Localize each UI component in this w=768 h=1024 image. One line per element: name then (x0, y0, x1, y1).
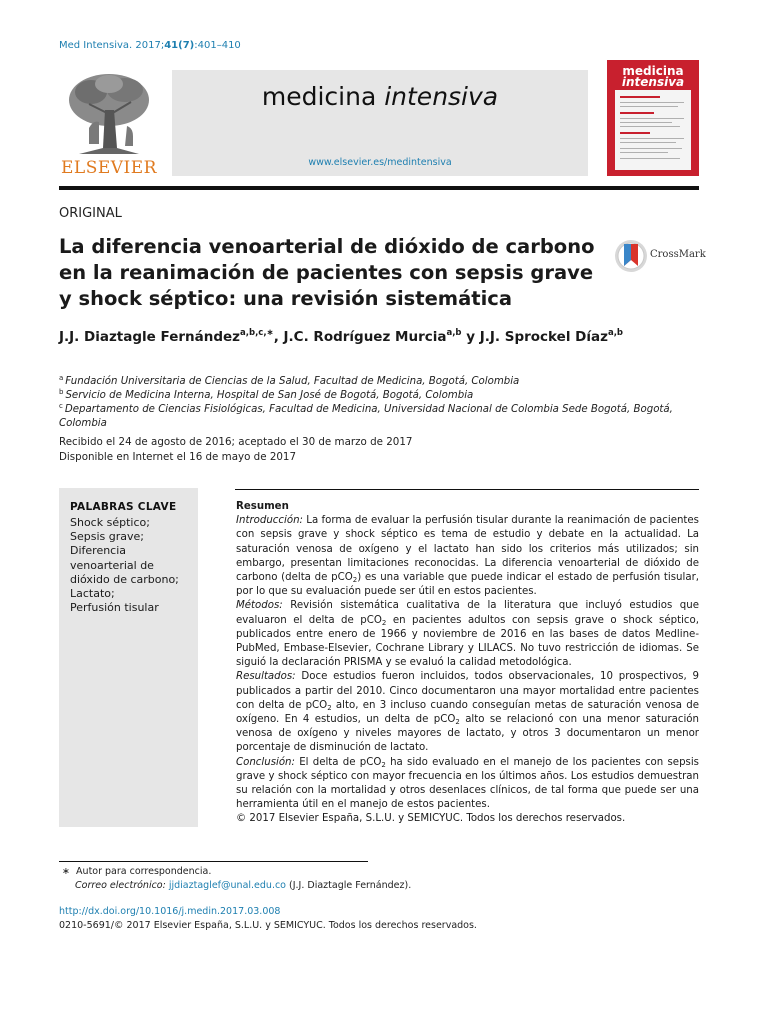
corresponding-text: Autor para correspondencia. (76, 866, 212, 877)
affiliation-list (59, 375, 709, 431)
footnote-rule (59, 861, 368, 862)
elsevier-wordmark: ELSEVIER (61, 158, 157, 178)
conclusion-label: Conclusión: (236, 756, 295, 768)
methods-label: Métodos: (236, 600, 283, 612)
article-title: La diferencia venoarterial de dióxido de carbono en la reanimación de pacientes con sepsis grave y shock séptico: una revisión sistemática (59, 235, 595, 310)
corresponding-mark: ∗ (62, 866, 70, 877)
affiliation-mark: c (59, 402, 63, 410)
affiliation-text: Departamento de Ciencias Fisiológicas, Facultad de Medicina, Universidad Nacional de Colombia Sede Bogotá, Bogotá, Colombia (59, 404, 673, 429)
cover-title-1: medicina (622, 64, 684, 78)
intro-label: Introducción: (236, 515, 303, 527)
email-link[interactable]: jjdiaztaglef@unal.edu.co (168, 880, 286, 891)
author-affiliation-marks: a,b (446, 328, 462, 338)
results-text-end: alto se relacionó con una menor saturación venosa de oxígeno y niveles mayores de lactato, y otros 3 documentaron un menor porcentaje de disminución de lactato. (236, 714, 699, 754)
elsevier-tree-icon (59, 70, 159, 156)
subscript-2: 2 (327, 703, 332, 712)
keyword-item: Lactato; (70, 587, 115, 601)
author-affiliation-marks: a,b (607, 328, 624, 338)
keywords-heading: PALABRAS CLAVE (70, 501, 177, 513)
cover-title-2: intensiva (621, 75, 685, 89)
author-affiliation-marks: a,b,c,∗ (240, 328, 274, 338)
keyword-item: Perfusión tisular (70, 601, 159, 615)
citation-issue: (7) (178, 40, 195, 51)
corresponding-line (59, 865, 411, 879)
author-list (59, 329, 623, 345)
citation-volume: 41 (164, 40, 179, 51)
subscript-2: 2 (352, 576, 358, 585)
keywords-list (70, 516, 195, 615)
keyword-item: Shock séptico; (70, 516, 150, 529)
subscript-2: 2 (455, 718, 460, 727)
abstract-methods (236, 599, 699, 670)
author-separator: y (461, 329, 480, 345)
results-label: Resultados: (236, 671, 296, 683)
crossmark-badge[interactable] (614, 238, 704, 274)
corresponding-author-footnote (59, 865, 411, 893)
abstract-results (236, 670, 699, 755)
citation-journal: Med Intensiva. 2017; (59, 40, 165, 51)
received-accepted-date: Recibido el 24 de agosto de 2016; aceptado el 30 de marzo de 2017 (59, 436, 413, 448)
results-text-cont: alto, en 3 incluso cuando conseguían metas de saturación venosa de oxígeno. En 4 estudios, un delta de pCO (236, 699, 699, 726)
affiliation-item (59, 375, 709, 389)
article-type-label: ORIGINAL (59, 206, 122, 221)
issn-copyright: 0210-5691/© 2017 Elsevier España, S.L.U. y SEMICYUC. Todos los derechos reservados. (59, 920, 477, 931)
email-owner: (J.J. Diaztagle Fernández). (289, 880, 412, 891)
header-rule (59, 186, 699, 190)
subscript-2: 2 (381, 760, 386, 769)
affiliation-mark: a (59, 374, 64, 382)
author-name[interactable]: J.J. Diaztagle Fernández (59, 329, 241, 345)
crossmark-icon (614, 238, 648, 274)
journal-name-part1: medicina (261, 82, 377, 111)
abstract-copyright: © 2017 Elsevier España, S.L.U. y SEMICYUC. Todos los derechos reservados. (236, 813, 626, 825)
email-line (59, 879, 411, 893)
abstract (236, 500, 699, 827)
conclusion-text: El delta de pCO (294, 756, 382, 768)
affiliation-item (59, 389, 709, 403)
methods-text-cont: en pacientes adultos con sepsis grave o shock séptico, publicados entre enero de 1966 y noviembre de 2016 en las bases de datos Medline-PubMed, Embase-Elsevier, Cochrane Library y LILACS. No tuvo restricción de idiomas. Se siguió la declaración PRISMA y se evaluó la calidad metodológica. (236, 614, 699, 669)
abstract-heading: Resumen (236, 501, 289, 512)
abstract-rule (235, 489, 699, 490)
journal-url-link[interactable]: www.elsevier.es/medintensiva (308, 157, 452, 168)
keyword-item: Sepsis grave; (70, 530, 144, 544)
affiliation-text: Fundación Universitaria de Ciencias de la Salud, Facultad de Medicina, Bogotá, Colombia (65, 376, 520, 387)
citation-pages: :401–410 (194, 40, 241, 51)
affiliation-mark: b (59, 388, 64, 396)
intro-text-cont: ) es una variable que puede indicar el estado de perfusión tisular, por lo que su evaluación puede ser útil en estos pacientes. (236, 572, 700, 598)
keyword-item: Diferencia venoarterial de dióxido de carbono; (70, 544, 179, 586)
email-label: Correo electrónico: (75, 880, 166, 891)
crossmark-label: CrossMark (650, 249, 706, 260)
author-separator: , (273, 329, 284, 345)
cover-contents-page (615, 90, 691, 170)
journal-citation[interactable] (59, 40, 241, 51)
journal-banner (172, 70, 588, 176)
author-name[interactable]: J.J. Sprockel Díaz (479, 329, 608, 345)
keywords-box (59, 488, 198, 827)
subscript-2: 2 (381, 618, 387, 627)
conclusion-text-cont: ha sido evaluado en el manejo de los pacientes con sepsis grave y shock séptico con mayor frecuencia en los últimos años. Los estudios demuestran su relación con la mortalidad y otros desenlaces clínicos, de tal forma que puede ser una herramienta útil en el manejo de estos pacientes. (236, 756, 699, 811)
abstract-conclusion (236, 756, 699, 813)
journal-cover-thumbnail (607, 60, 699, 176)
affiliation-text: Servicio de Medicina Interna, Hospital de San José de Bogotá, Bogotá, Colombia (65, 390, 474, 401)
online-date: Disponible en Internet el 16 de mayo de 2017 (59, 450, 297, 463)
doi-link[interactable]: http://dx.doi.org/10.1016/j.medin.2017.03.008 (59, 906, 281, 917)
article-dates (59, 435, 412, 464)
elsevier-logo (59, 70, 159, 178)
results-text: Doce estudios fueron incluidos, todos observacionales, 10 prospectivos, 9 publicados a partir del 2010. Cinco documentaron una mayor mortalidad entre pacientes con delta de pCO (236, 671, 699, 711)
affiliation-item (59, 403, 709, 431)
methods-text: Revisión sistemática cualitativa de la literatura que incluyó estudios que evaluaron el delta de pCO (236, 600, 699, 626)
intro-text: La forma de evaluar la perfusión tisular durante la reanimación de pacientes con sepsis grave y shock séptico es tema de estudio y debate en la actualidad. La saturación venosa de oxígeno y el lactato han sido los criterios más utilizados; sin embargo, presentan limitaciones reconocidas. La diferencia venoarterial de dióxido de carbono (delta de pCO (236, 515, 699, 584)
journal-name-part2: intensiva (384, 82, 499, 111)
abstract-introduction (236, 514, 699, 599)
journal-name (172, 82, 588, 111)
author-name[interactable]: J.C. Rodríguez Murcia (283, 329, 447, 345)
